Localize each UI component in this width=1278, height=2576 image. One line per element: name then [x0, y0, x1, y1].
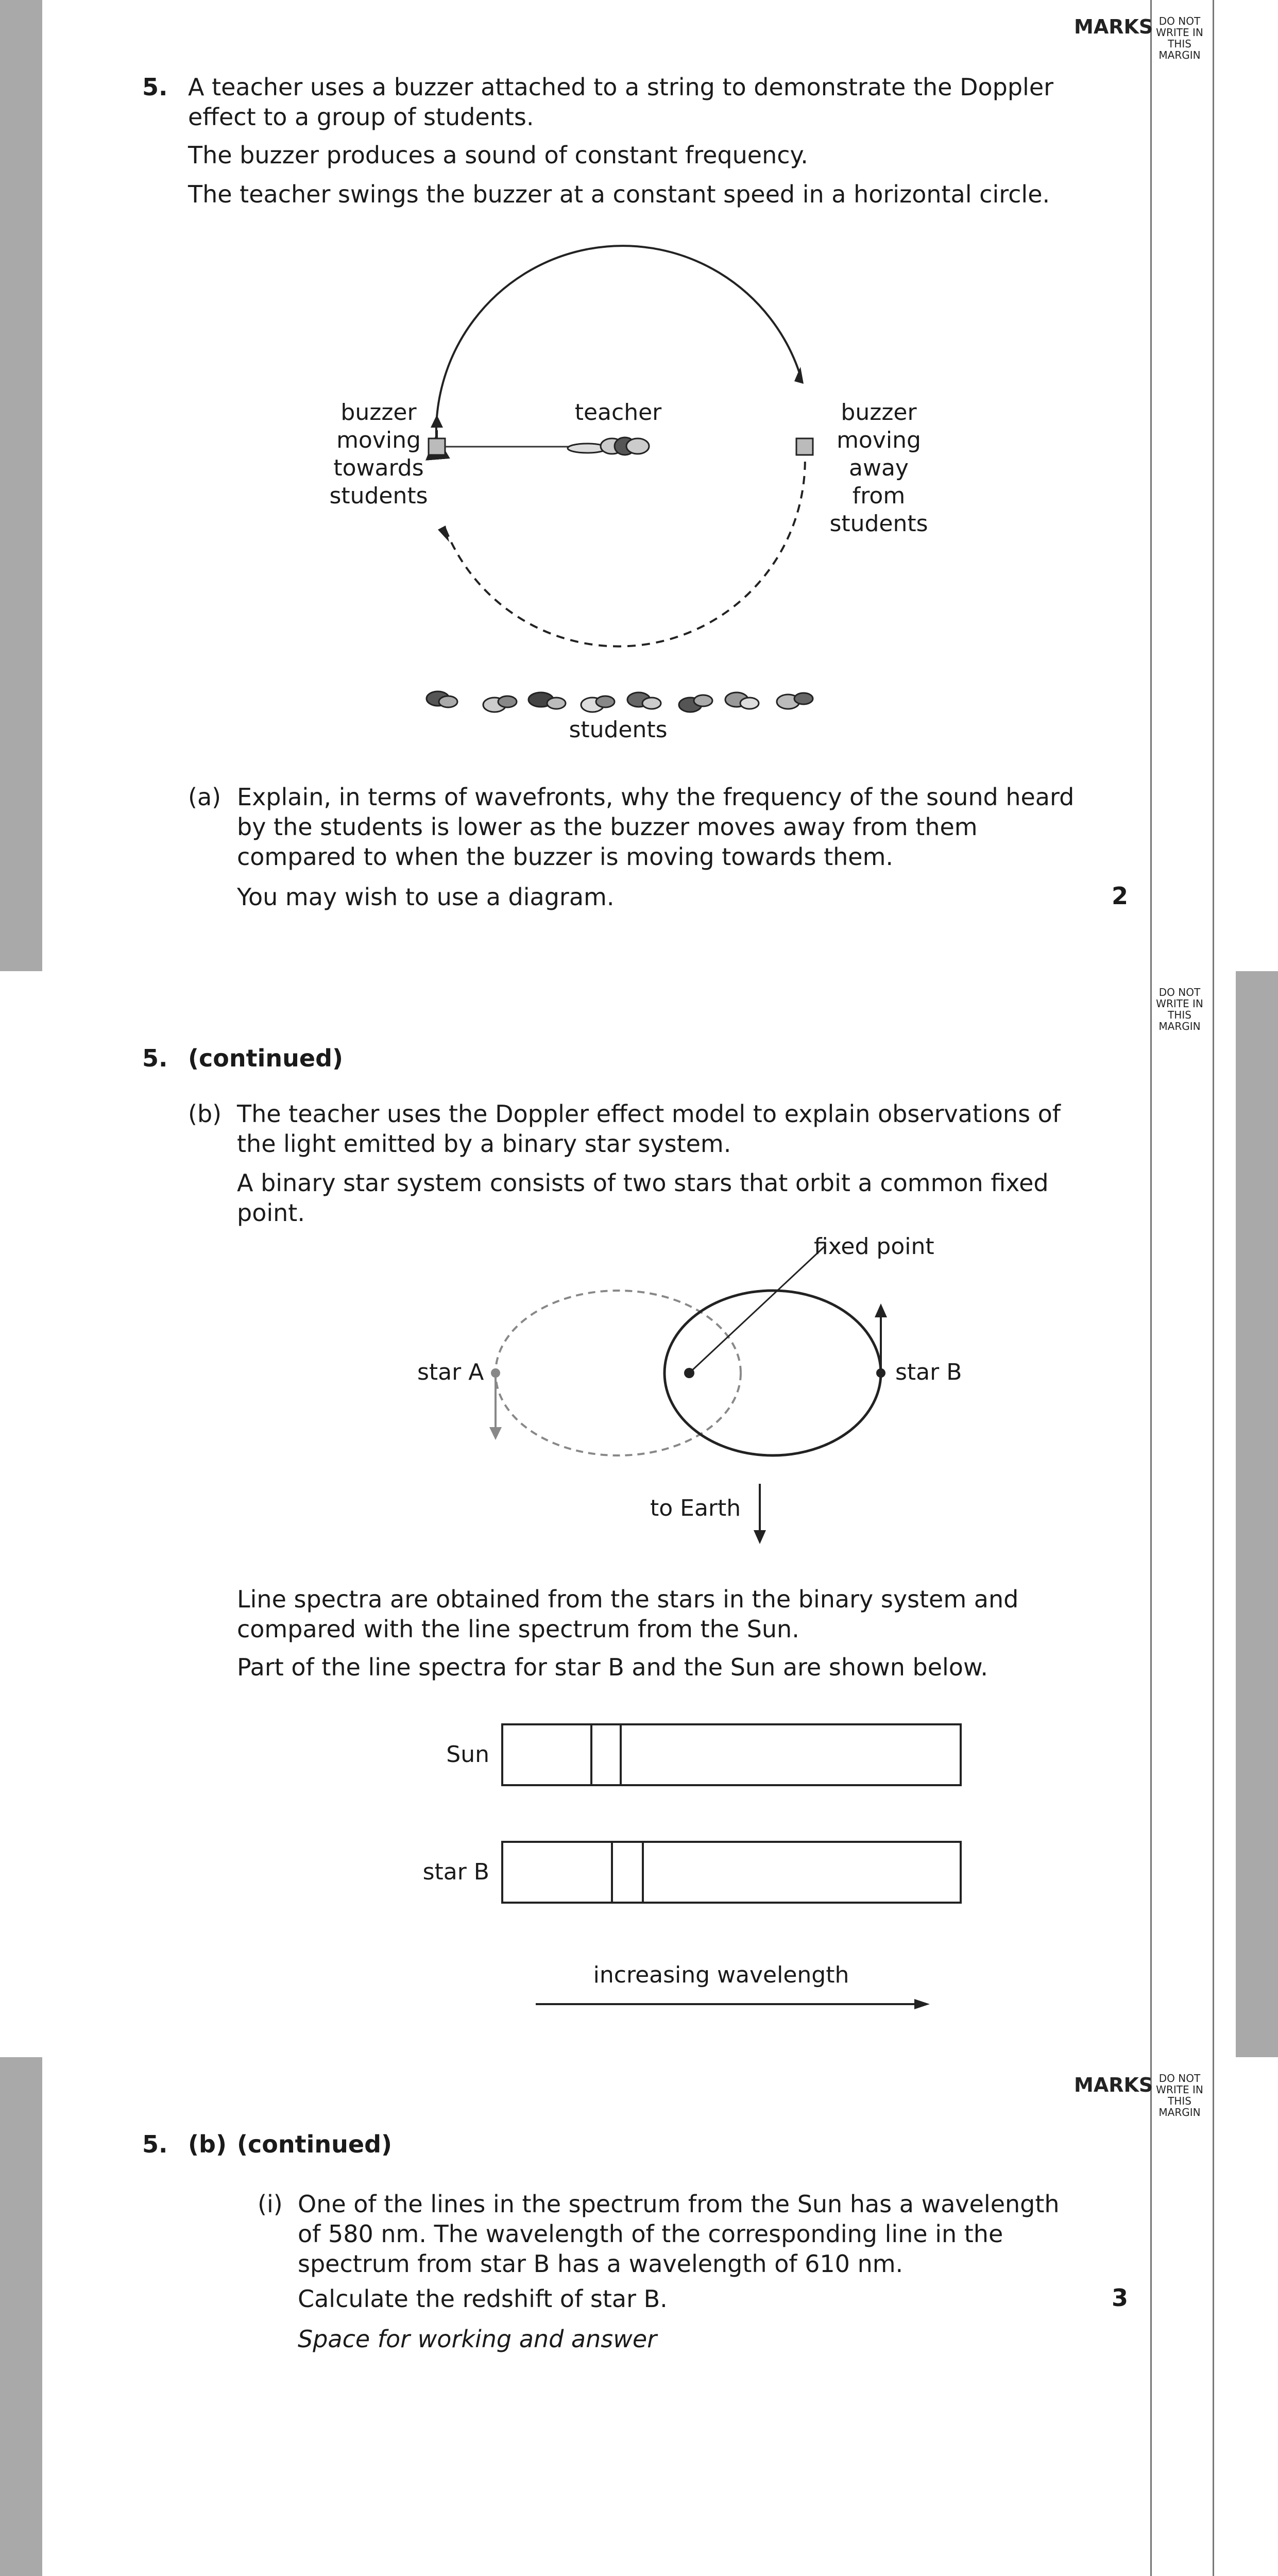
part-a-label: (a)	[188, 783, 221, 811]
question-number: 5.	[142, 2130, 168, 2158]
margin-note: DO NOT WRITE IN THIS MARGIN	[1156, 15, 1203, 61]
students-row	[427, 691, 813, 712]
margin-line-inner	[1150, 2057, 1152, 2576]
continued-heading: (continued)	[188, 1044, 344, 1072]
margin-line-outer	[1213, 2057, 1214, 2576]
binary-orbit-diagram	[0, 971, 1278, 2057]
label-students: students	[569, 717, 668, 743]
label-buzzer-towards: buzzer moving towards students	[329, 399, 428, 509]
spectra-text-2: Part of the line spectra for star B and the Sun are shown below.	[237, 1653, 988, 1681]
margin-note: DO NOT WRITE IN THIS MARGIN	[1156, 2072, 1203, 2119]
label-star-a: star A	[417, 1359, 484, 1385]
orbit-star-a	[496, 1291, 741, 1455]
part-a-marks: 2	[1112, 882, 1129, 910]
label-fixed-point: fixed point	[814, 1233, 934, 1260]
intro-text-1: A teacher uses a buzzer attached to a string to demonstrate the Doppler effect to a group of students.	[188, 73, 1054, 131]
part-a-hint: You may wish to use a diagram.	[237, 883, 615, 911]
orbit-star-b	[664, 1291, 881, 1455]
circle-path-dashed	[444, 447, 805, 647]
margin-note: DO NOT WRITE IN THIS MARGIN	[1156, 986, 1203, 1032]
label-star-b: star B	[895, 1359, 962, 1385]
sub-i-text: One of the lines in the spectrum from the Sun has a wavelength of 580 nm. The wavelength of the corresponding line in the spectrum from star B has a wavelength of 610 nm.	[298, 2190, 1060, 2278]
part-b-text-1: The teacher uses the Doppler effect model to explain observations of the light emitted by a binary star system.	[237, 1100, 1061, 1158]
part-b-text-2: A binary star system consists of two stars that orbit a common fixed point.	[237, 1169, 1049, 1227]
question-number: 5.	[142, 73, 168, 101]
page-edge-bar	[0, 2057, 42, 2576]
page-3	[0, 2057, 1278, 2576]
sub-i-label: (i)	[258, 2190, 283, 2218]
label-buzzer-away: buzzer moving away from students	[829, 399, 928, 537]
intro-text-3: The teacher swings the buzzer at a constant speed in a horizontal circle.	[188, 180, 1050, 208]
question-number: 5.	[142, 1044, 168, 1072]
part-b-heading: (b)	[188, 2130, 227, 2158]
star-b-spectrum	[502, 1842, 961, 1903]
label-star-b-spectrum: star B	[422, 1859, 489, 1885]
page-1	[0, 0, 1278, 971]
intro-text-2: The buzzer produces a sound of constant frequency.	[188, 141, 808, 169]
marks-header: MARKS	[1074, 2074, 1153, 2096]
part-b-label: (b)	[188, 1100, 222, 1128]
part-a-text: Explain, in terms of wavefronts, why the frequency of the sound heard by the students is lower as the buzzer moves away from them compared to when the buzzer is moving towards them.	[237, 783, 1075, 871]
buzzer-right	[796, 438, 813, 455]
sun-spectrum	[502, 1724, 961, 1785]
label-to-earth: to Earth	[650, 1495, 741, 1521]
teacher-figure	[568, 437, 649, 455]
label-sun: Sun	[446, 1741, 489, 1768]
spectra-text-1: Line spectra are obtained from the stars in the binary system and compared with the line spectrum from the Sun.	[237, 1585, 1019, 1643]
label-increasing-wavelength: increasing wavelength	[593, 1962, 849, 1988]
label-teacher: teacher	[574, 399, 662, 426]
working-space-label: Space for working and answer	[298, 2325, 657, 2353]
continued-heading: (continued)	[237, 2130, 393, 2158]
sub-i-task: Calculate the redshift of star B.	[298, 2285, 668, 2313]
page-2	[0, 971, 1278, 2057]
marks-header: MARKS	[1074, 15, 1153, 38]
sub-i-marks: 3	[1112, 2284, 1129, 2312]
